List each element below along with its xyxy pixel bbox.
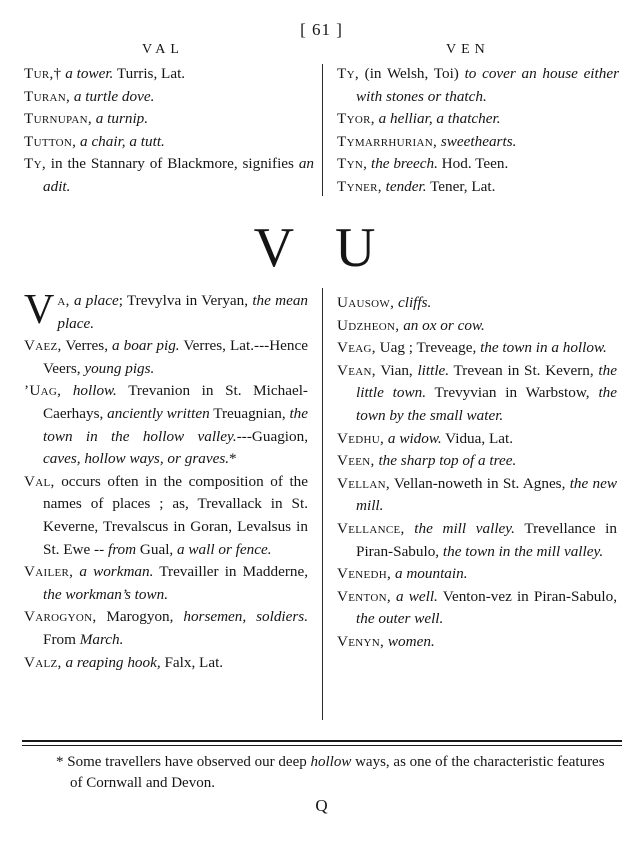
dictionary-entry: Tyner, tender. Tener, Lat. <box>337 177 496 195</box>
dictionary-entry: Ty, (in Welsh, Toi) to cover an house either with stones or thatch. <box>337 65 619 105</box>
dictionary-entry: Val, occurs often in the composition of the names of places ; as, Trevallack in St. Keverne, Trevalscus in Goran, Levalsus in St. Ewe -- from Gual, a wall or fence. <box>24 472 308 558</box>
dictionary-entry: Tutton, a chair, a tutt. <box>24 132 165 150</box>
page-number: [ 61 ] <box>300 20 343 39</box>
dictionary-entry: Varogyon, Marogyon, horsemen, soldiers. From March. <box>24 608 308 648</box>
dictionary-entry: Ty, in the Stannary of Blackmore, signifies an adit. <box>24 155 314 195</box>
dictionary-entry: Uausow, cliffs. <box>337 294 432 311</box>
dictionary-entry: Vailer, a workman. Trevailler in Madderne, the workman’s town. <box>24 563 309 603</box>
dictionary-entry: Va, a place; Trevylva in Veryan, the mean place. <box>24 287 309 333</box>
dictionary-entry: Turan, a turtle dove. <box>24 87 155 105</box>
dictionary-entry: Tyn, the breech. Hod. Teen. <box>337 155 509 173</box>
dictionary-entry: Tymarrhurian, sweethearts. <box>337 132 517 150</box>
dictionary-entry: Tur,† a tower. Turris, Lat. <box>24 65 186 82</box>
running-header-right: VEN <box>446 42 490 57</box>
dictionary-entry: Vellan, Vellan-noweth in St. Agnes, the new mill. <box>337 474 617 515</box>
dictionary-entry: Venedh, a mountain. <box>337 565 468 583</box>
left-column-bottom <box>24 287 309 674</box>
dictionary-entry: Valz, a reaping hook, Falx, Lat. <box>24 653 224 671</box>
left-column-top <box>24 63 314 199</box>
footnote-rule <box>22 740 622 742</box>
column-divider <box>322 288 323 720</box>
dictionary-entry: Veag, Uag ; Treveage, the town in a hollow. <box>337 339 607 357</box>
signature-mark: Q <box>315 796 328 815</box>
running-header-left: VAL <box>142 42 184 57</box>
right-column-top <box>337 63 619 199</box>
dictionary-entry: Vellance, the mill valley. Trevellance in Piran-Sabulo, the town in the mill valley. <box>337 519 617 560</box>
dictionary-entry: Turnupan, a turnip. <box>24 110 149 128</box>
dictionary-entry: Vean, Vian, little. Trevean in St. Kevern, the little town. Trevyvian in Warbstow, the town by the small water. <box>337 361 617 424</box>
dictionary-entry: ’Uag, hollow. Trevanion in St. Michael-Caerhays, anciently written Treuagnian, the town in the hollow valley.---Guagion, caves, hollow ways, or graves.* <box>24 382 309 468</box>
dictionary-entry: Udzheon, an ox or cow. <box>337 316 485 334</box>
right-column-bottom <box>337 292 617 654</box>
column-divider <box>322 64 323 196</box>
dictionary-entry: Venyn, women. <box>337 632 435 650</box>
dictionary-entry: Veen, the sharp top of a tree. <box>337 452 517 470</box>
footnote: * Some travellers have observed our deep hollow ways, as one of the characteristic features of Cornwall and Devon. <box>56 754 605 791</box>
dictionary-entry: Vaez, Verres, a boar pig. Verres, Lat.---Hence Veers, young pigs. <box>24 337 308 377</box>
section-heading: V U <box>253 217 390 279</box>
dictionary-entry: Tyor, a helliar, a thatcher. <box>337 110 501 128</box>
footnote-rule <box>22 745 622 746</box>
dictionary-entry: Vedhu, a widow. Vidua, Lat. <box>337 429 514 447</box>
dictionary-entry: Venton, a well. Venton-vez in Piran-Sabulo, the outer well. <box>337 587 617 628</box>
